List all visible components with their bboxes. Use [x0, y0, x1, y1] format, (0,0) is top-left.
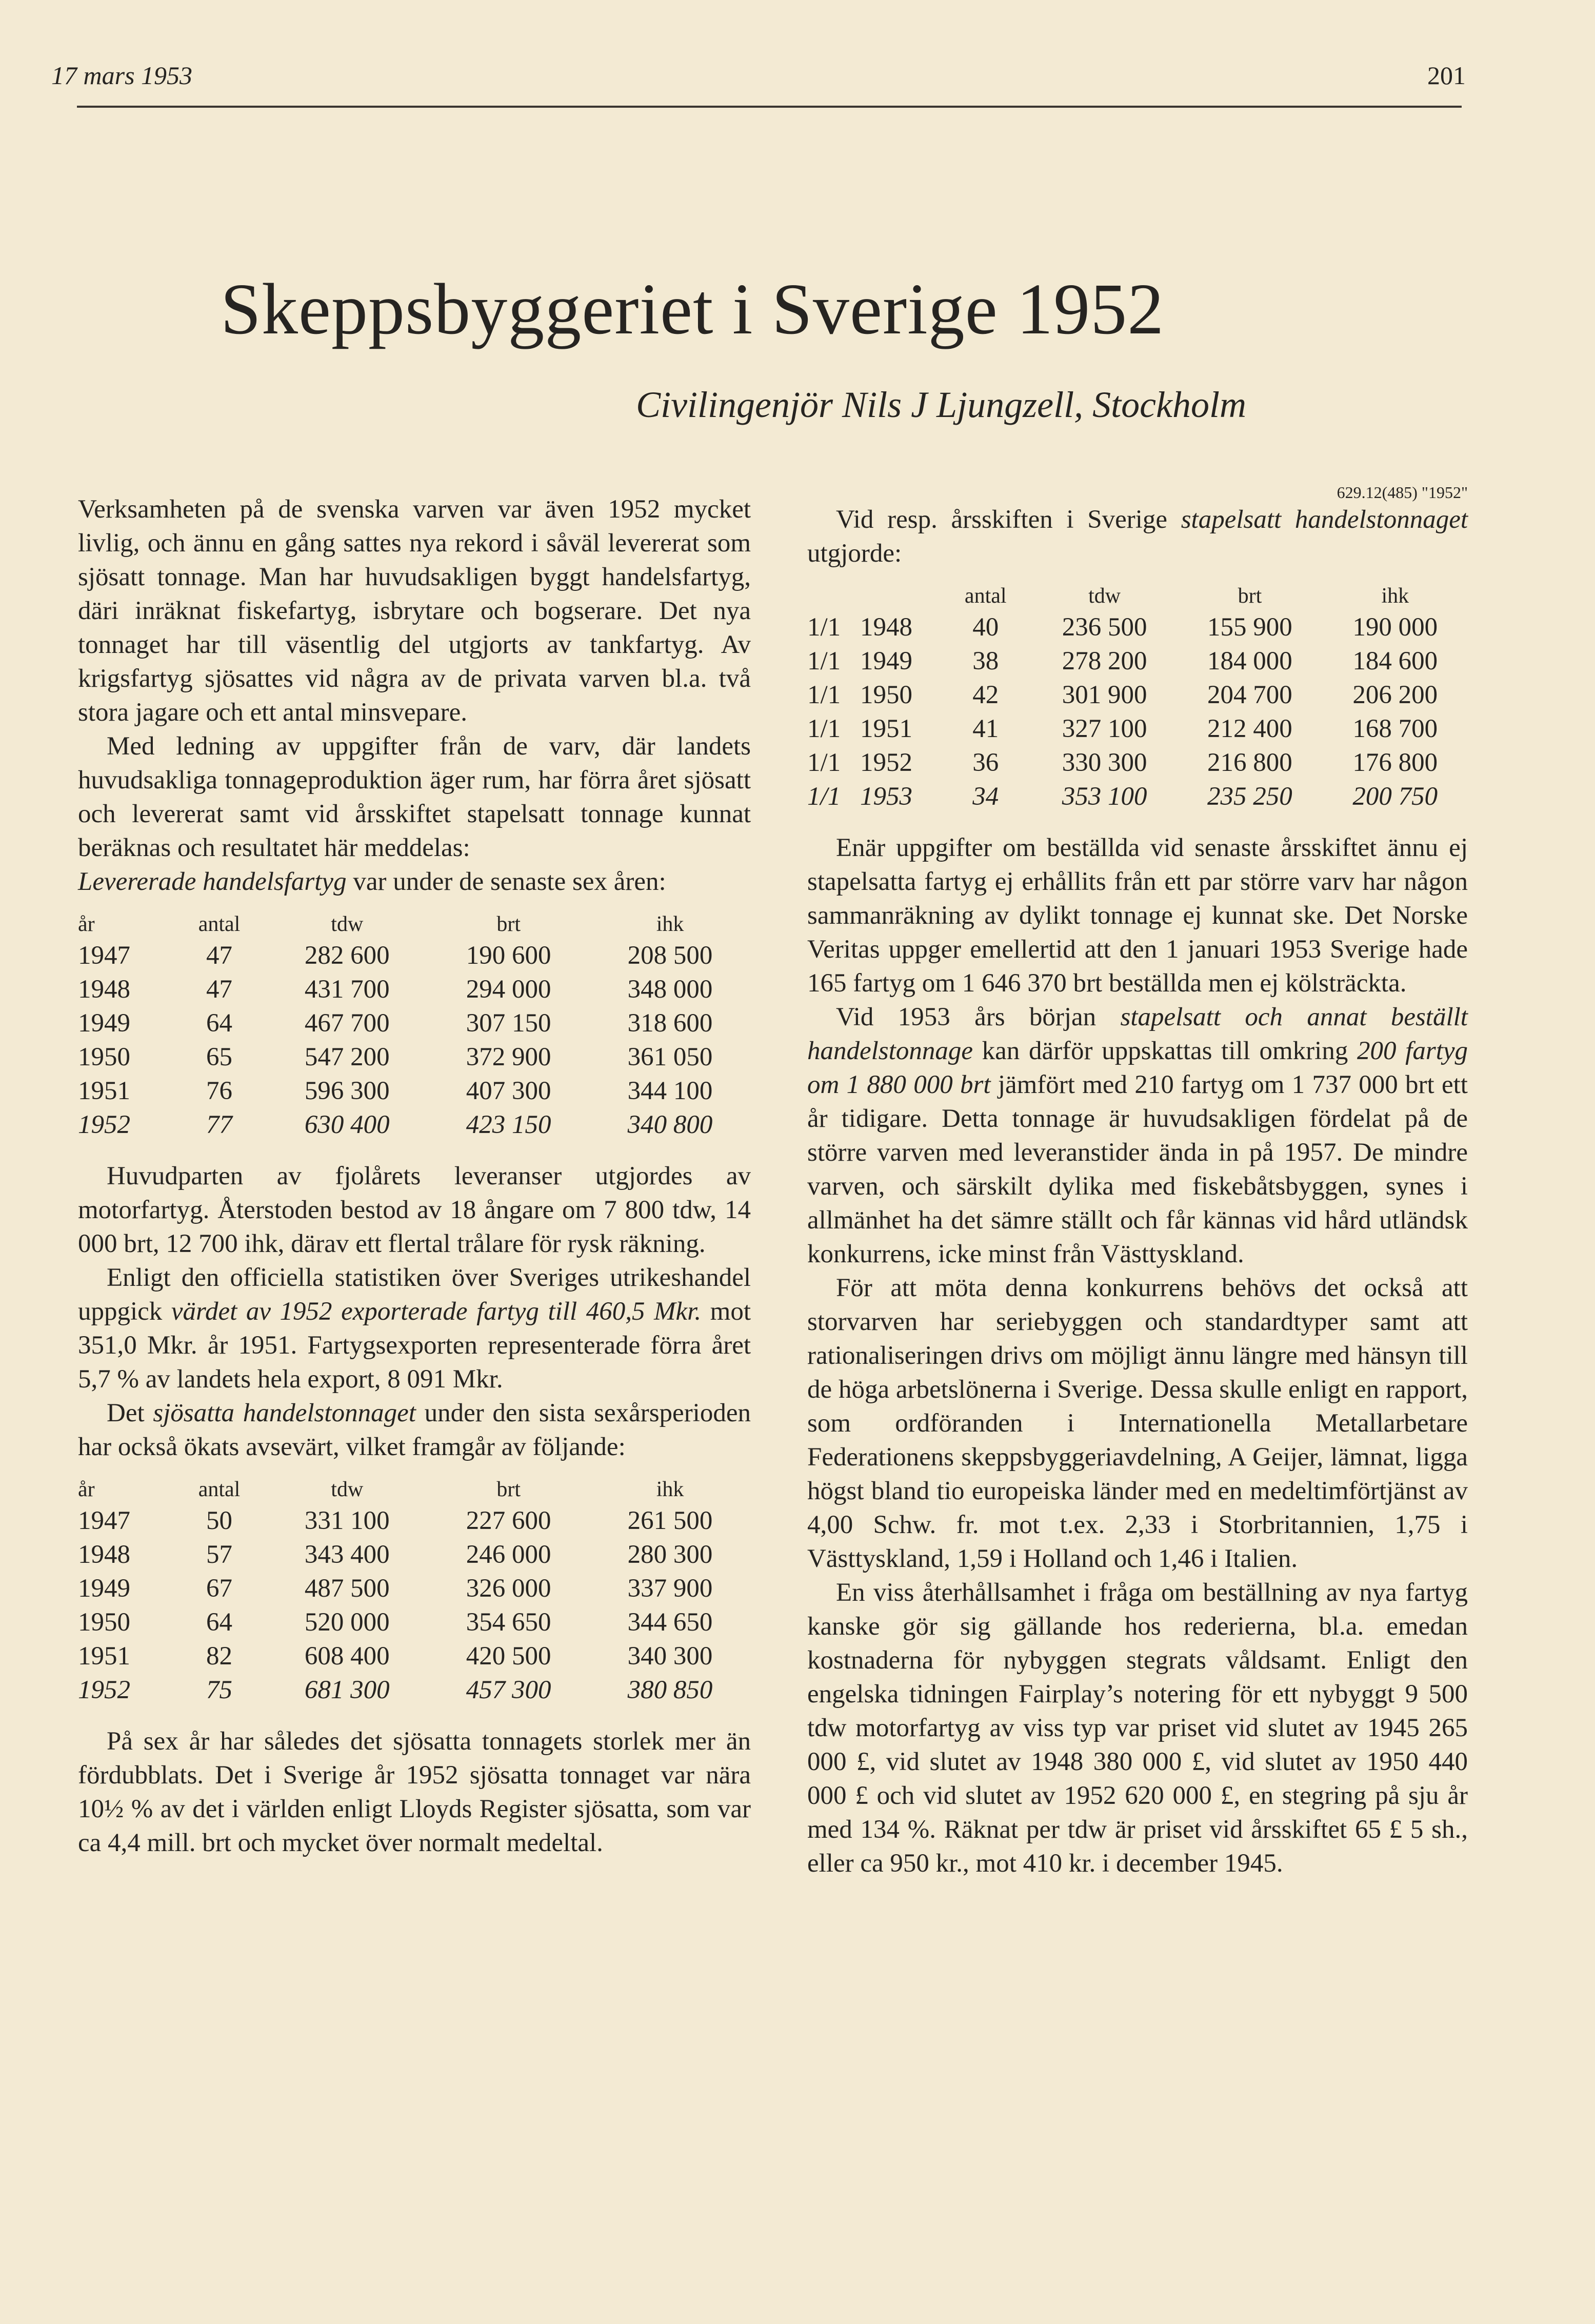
column-header: brt: [1238, 584, 1262, 608]
table-cell: 1950: [78, 1043, 130, 1071]
text: jämfört med 210 fartyg om 1 737 000 brt ett år tidigare. Detta tonnage är huvudsakligen fördelat på de större varven med leveranstider ända in på 1957. De mindre varven, och särskilt dylika med fiskebåtsbyggen, synes i allmänhet ha det sämre ställt och får kännas vid hård utländsk konkurrens, icke minst från Västtyskland.: [807, 1070, 1468, 1268]
table-cell: 337 900: [627, 1574, 713, 1603]
emphasis: Levererade handelsfartyg: [78, 867, 347, 896]
paragraph: [807, 1000, 1468, 1271]
table-cell: 487 500: [304, 1574, 390, 1603]
paragraph: Enär uppgifter om beställda vid senaste årsskiftet ännu ej stapelsatta fartyg ej erhållits från ett par större varv har någon sammanräkning av dylikt tonnage ej kunnat ske. Det Norske Veritas uppger emellertid att den 1 januari 1953 Sverige hade 165 fartyg om 1 646 370 brt beställda men ej kölsträckta.: [807, 833, 1468, 998]
paragraph: [78, 1396, 751, 1464]
table-row: [807, 610, 1468, 644]
table-header-row: [78, 1475, 751, 1504]
table-cell: 353 100: [1062, 782, 1147, 811]
text: Enligt den officiella statistiken över Sveriges utrikeshandel uppgick: [78, 1263, 751, 1326]
table-cell: 294 000: [466, 975, 551, 1004]
column-header: tdw: [331, 912, 364, 936]
page-number: 201: [1427, 61, 1466, 90]
column-header: ihk: [656, 1478, 684, 1501]
column-header: antal: [198, 1478, 241, 1501]
table-cell: 216 800: [1207, 748, 1292, 777]
table-cell: 261 500: [627, 1506, 713, 1535]
table-cell: 236 500: [1062, 613, 1147, 642]
table-cell: 1951: [78, 1077, 130, 1105]
table-cell: 380 850: [627, 1676, 713, 1704]
table-cell: 361 050: [627, 1043, 713, 1071]
table-cell: 301 900: [1062, 681, 1147, 709]
table-cell: 520 000: [304, 1608, 390, 1637]
table-cell: 431 700: [304, 975, 390, 1004]
table-cell: 184 600: [1352, 647, 1438, 676]
column-header: år: [78, 912, 95, 936]
text: var under de senaste sex åren:: [346, 867, 666, 896]
table-cell: 1/1: [807, 613, 841, 642]
table-cell: 184 000: [1207, 647, 1292, 676]
table-cell: 1949: [860, 647, 913, 676]
column-header: antal: [964, 584, 1007, 608]
column-header: brt: [496, 1478, 521, 1501]
paragraph: [78, 1261, 751, 1396]
table-row: [78, 1639, 751, 1673]
table-cell: 343 400: [304, 1540, 390, 1569]
table-cell: 1952: [78, 1676, 130, 1704]
table-cell: 1948: [78, 975, 130, 1004]
paragraph: Huvudparten av fjolårets leveranser utgjordes av motorfartyg. Återstoden bestod av 18 ångare om 7 800 tdw, 14 000 brt, 12 700 ihk, därav ett flertal trålare för rysk räkning.: [78, 1162, 751, 1258]
table-row: [78, 1074, 751, 1108]
text: mot 351,0 Mkr. år 1951. Fartygsexporten representerade förra året 5,7 % av landets hela export, 8 091 Mkr.: [78, 1297, 751, 1394]
table-row: [78, 1108, 751, 1142]
table-cell: 372 900: [466, 1043, 551, 1071]
table-cell: 1/1: [807, 782, 841, 811]
table-cell: 1948: [78, 1540, 130, 1569]
table-cell: 204 700: [1207, 681, 1292, 709]
table-cell: 596 300: [304, 1077, 390, 1105]
table-cell: 76: [206, 1077, 232, 1105]
left-column: [78, 492, 751, 1860]
emphasis: värdet av 1952 exporterade fartyg till 460,5 Mkr.: [171, 1297, 702, 1326]
table-cell: 77: [206, 1110, 232, 1139]
table-cell: 190 600: [466, 941, 551, 970]
paragraph: Verksamheten på de svenska varven var även 1952 mycket livlig, och ännu en gång sattes nya rekord i såväl levererat som sjösatt tonnage. Man har huvudsakligen byggt handelsfartyg, däri inräknat fiskefartyg, isbrytare och bogserare. Det nya tonnaget har till väsentlig del utgjorts av tankfartyg. Av krigsfartyg sjösattes vid några av de privata varven bl.a. två stora jagare och ett antal minsvepare.: [78, 495, 751, 727]
table-row: [78, 1504, 751, 1538]
table-cell: 1952: [78, 1110, 130, 1139]
table-cell: 208 500: [627, 941, 713, 970]
table-cell: 227 600: [466, 1506, 551, 1535]
table-cell: 200 750: [1352, 782, 1438, 811]
paragraph: På sex år har således det sjösatta tonnagets storlek mer än fördubblats. Det i Sverige år 1952 sjösatta tonnaget var nära 10½ % av det i världen enligt Lloyds Register sjösatta, som var ca 4,4 mill. brt och mycket över normalt medeltal.: [78, 1727, 751, 1857]
table-cell: 67: [206, 1574, 232, 1603]
table-header-row: [807, 582, 1468, 610]
table-cell: 235 250: [1207, 782, 1292, 811]
table-cell: 38: [972, 647, 999, 676]
table-cell: 1951: [860, 714, 913, 743]
table-cell: 1951: [78, 1642, 130, 1671]
table-cell: 64: [206, 1009, 232, 1038]
text: kan därför uppskattas till omkring: [972, 1037, 1358, 1065]
table-cell: 340 300: [627, 1642, 713, 1671]
table-row: [807, 678, 1468, 712]
table-cell: 282 600: [304, 941, 390, 970]
table-cell: 420 500: [466, 1642, 551, 1671]
table-cell: 65: [206, 1043, 232, 1071]
udc-classification: 629.12(485) "1952": [1337, 483, 1468, 502]
paragraph: Med ledning av uppgifter från de varv, där landets huvudsakliga tonnageproduktion äger rum, har förra året sjösatt och levererat samt vid årsskiftet stapelsatt tonnage kunnat beräknas och resultatet här meddelas:: [78, 732, 751, 862]
table-cell: 407 300: [466, 1077, 551, 1105]
table-cell: 423 150: [466, 1110, 551, 1139]
table-cell: 608 400: [304, 1642, 390, 1671]
table-cell: 354 650: [466, 1608, 551, 1637]
table-cell: 467 700: [304, 1009, 390, 1038]
table-cell: 1948: [860, 613, 913, 642]
table-cell: 1947: [78, 941, 130, 970]
table-cell: 330 300: [1062, 748, 1147, 777]
column-header: antal: [198, 912, 241, 936]
column-header: ihk: [1381, 584, 1409, 608]
right-column: [807, 482, 1468, 1880]
table-cell: 206 200: [1352, 681, 1438, 709]
table-cell: 82: [206, 1642, 232, 1671]
table-cell: 1952: [860, 748, 913, 777]
table-row: [807, 746, 1468, 780]
column-header: [860, 582, 940, 610]
table-cell: 1950: [860, 681, 913, 709]
table-cell: 47: [206, 975, 232, 1004]
table-cell: 41: [972, 714, 999, 743]
table-cell: 1/1: [807, 714, 841, 743]
launched-table: [78, 1475, 751, 1707]
table-cell: 34: [972, 782, 999, 811]
table-cell: 681 300: [304, 1676, 390, 1704]
header-date: 17 mars 1953: [51, 61, 193, 90]
emphasis: 200 fartyg om 1 880 000 brt: [807, 1037, 1468, 1099]
table-cell: 344 100: [627, 1077, 713, 1105]
column-header: [807, 582, 860, 610]
table-row: [78, 1538, 751, 1572]
text: under den sista sexårsperioden har också ökats avsevärt, vilket framgår av följande:: [78, 1399, 751, 1461]
table-cell: 176 800: [1352, 748, 1438, 777]
table-row: [78, 1572, 751, 1605]
delivered-table: [78, 910, 751, 1142]
table-cell: 1/1: [807, 647, 841, 676]
table-cell: 212 400: [1207, 714, 1292, 743]
table-cell: 278 200: [1062, 647, 1147, 676]
article-byline: Civilingenjör Nils J Ljungzell, Stockholm: [636, 384, 1246, 425]
column-header: ihk: [656, 912, 684, 936]
table-row: [78, 972, 751, 1006]
table-cell: 348 000: [627, 975, 713, 1004]
table-cell: 1949: [78, 1009, 130, 1038]
table-cell: 168 700: [1352, 714, 1438, 743]
column-header: tdw: [331, 1478, 364, 1501]
paragraph: [78, 865, 751, 899]
table-cell: 344 650: [627, 1608, 713, 1637]
table-cell: 457 300: [466, 1676, 551, 1704]
column-header: brt: [496, 912, 521, 936]
text: Vid 1953 års början: [836, 1003, 1121, 1031]
text: Vid resp. årsskiften i Sverige: [836, 505, 1181, 534]
table-cell: 340 800: [627, 1110, 713, 1139]
table-cell: 64: [206, 1608, 232, 1637]
table-cell: 1/1: [807, 681, 841, 709]
table-row: [807, 712, 1468, 746]
emphasis: stapelsatt handelstonnaget: [1181, 505, 1468, 534]
table-cell: 57: [206, 1540, 232, 1569]
table-cell: 50: [206, 1506, 232, 1535]
column-header: tdw: [1088, 584, 1121, 608]
table-cell: 327 100: [1062, 714, 1147, 743]
table-row: [78, 1040, 751, 1074]
table-cell: 307 150: [466, 1009, 551, 1038]
table-row: [78, 939, 751, 972]
emphasis: sjösatta handelstonnaget: [153, 1399, 416, 1427]
table-cell: 155 900: [1207, 613, 1292, 642]
text: Det: [107, 1399, 153, 1427]
table-header-row: [78, 910, 751, 939]
table-cell: 1949: [78, 1574, 130, 1603]
table-row: [78, 1673, 751, 1707]
table-row: [78, 1605, 751, 1639]
table-cell: 1947: [78, 1506, 130, 1535]
table-cell: 246 000: [466, 1540, 551, 1569]
table-cell: 547 200: [304, 1043, 390, 1071]
table-cell: 75: [206, 1676, 232, 1704]
table-cell: 1/1: [807, 748, 841, 777]
stapled-table: [807, 582, 1468, 813]
column-header: år: [78, 1478, 95, 1501]
table-row: [807, 780, 1468, 813]
table-cell: 1950: [78, 1608, 130, 1637]
table-row: [807, 644, 1468, 678]
table-cell: 318 600: [627, 1009, 713, 1038]
paragraph: En viss återhållsamhet i fråga om beställning av nya fartyg kanske gör sig gällande hos rederierna, bl.a. emedan kostnaderna för nybyggen stegrats våldsamt. Enligt den engelska tidningen Fairplay’s notering för ett nybyggt 9 500 tdw motorfartyg av viss typ var priset vid slutet av 1945 265 000 £, vid slutet av 1948 380 000 £, vid slutet av 1950 440 000 £ och vid slutet av 1952 620 000 £, en stegring på sju år med 134 %. Räknat per tdw är priset vid årsskiftet 65 £ 5 sh., eller ca 950 kr., mot 410 kr. i december 1945.: [807, 1578, 1468, 1878]
table-cell: 630 400: [304, 1110, 390, 1139]
table-cell: 40: [972, 613, 999, 642]
article-title: Skeppsbyggeriet i Sverige 1952: [221, 268, 1165, 349]
table-cell: 331 100: [304, 1506, 390, 1535]
emphasis: stapelsatt och annat beställt handelstonnage: [807, 1003, 1468, 1065]
table-cell: 1953: [860, 782, 913, 811]
table-cell: 326 000: [466, 1574, 551, 1603]
text: utgjorde:: [807, 539, 902, 568]
table-cell: 47: [206, 941, 232, 970]
table-cell: 42: [972, 681, 999, 709]
paragraph: För att möta denna konkurrens behövs det också att storvarven har seriebyggen och standardtyper samt att rationaliseringen drivs om möjligt ännu längre med hänsyn till de höga arbetslönerna i Sverige. Dessa skulle enligt en rapport, som ordföranden i Internationella Metallarbetare Federationens skeppsbyggeriavdelning, A Geijer, lämnat, ligga högst bland tio europeiska länder med en medeltimförtjänst av 4,00 Schw. fr. mot t.ex. 2,33 i Storbritannien, 1,75 i Västtyskland, 1,59 i Holland och 1,46 i Italien.: [807, 1274, 1468, 1573]
header-rule: [77, 106, 1462, 108]
table-cell: 36: [972, 748, 999, 777]
table-cell: 280 300: [627, 1540, 713, 1569]
table-row: [78, 1006, 751, 1040]
table-cell: 190 000: [1352, 613, 1438, 642]
paragraph: [807, 503, 1468, 570]
